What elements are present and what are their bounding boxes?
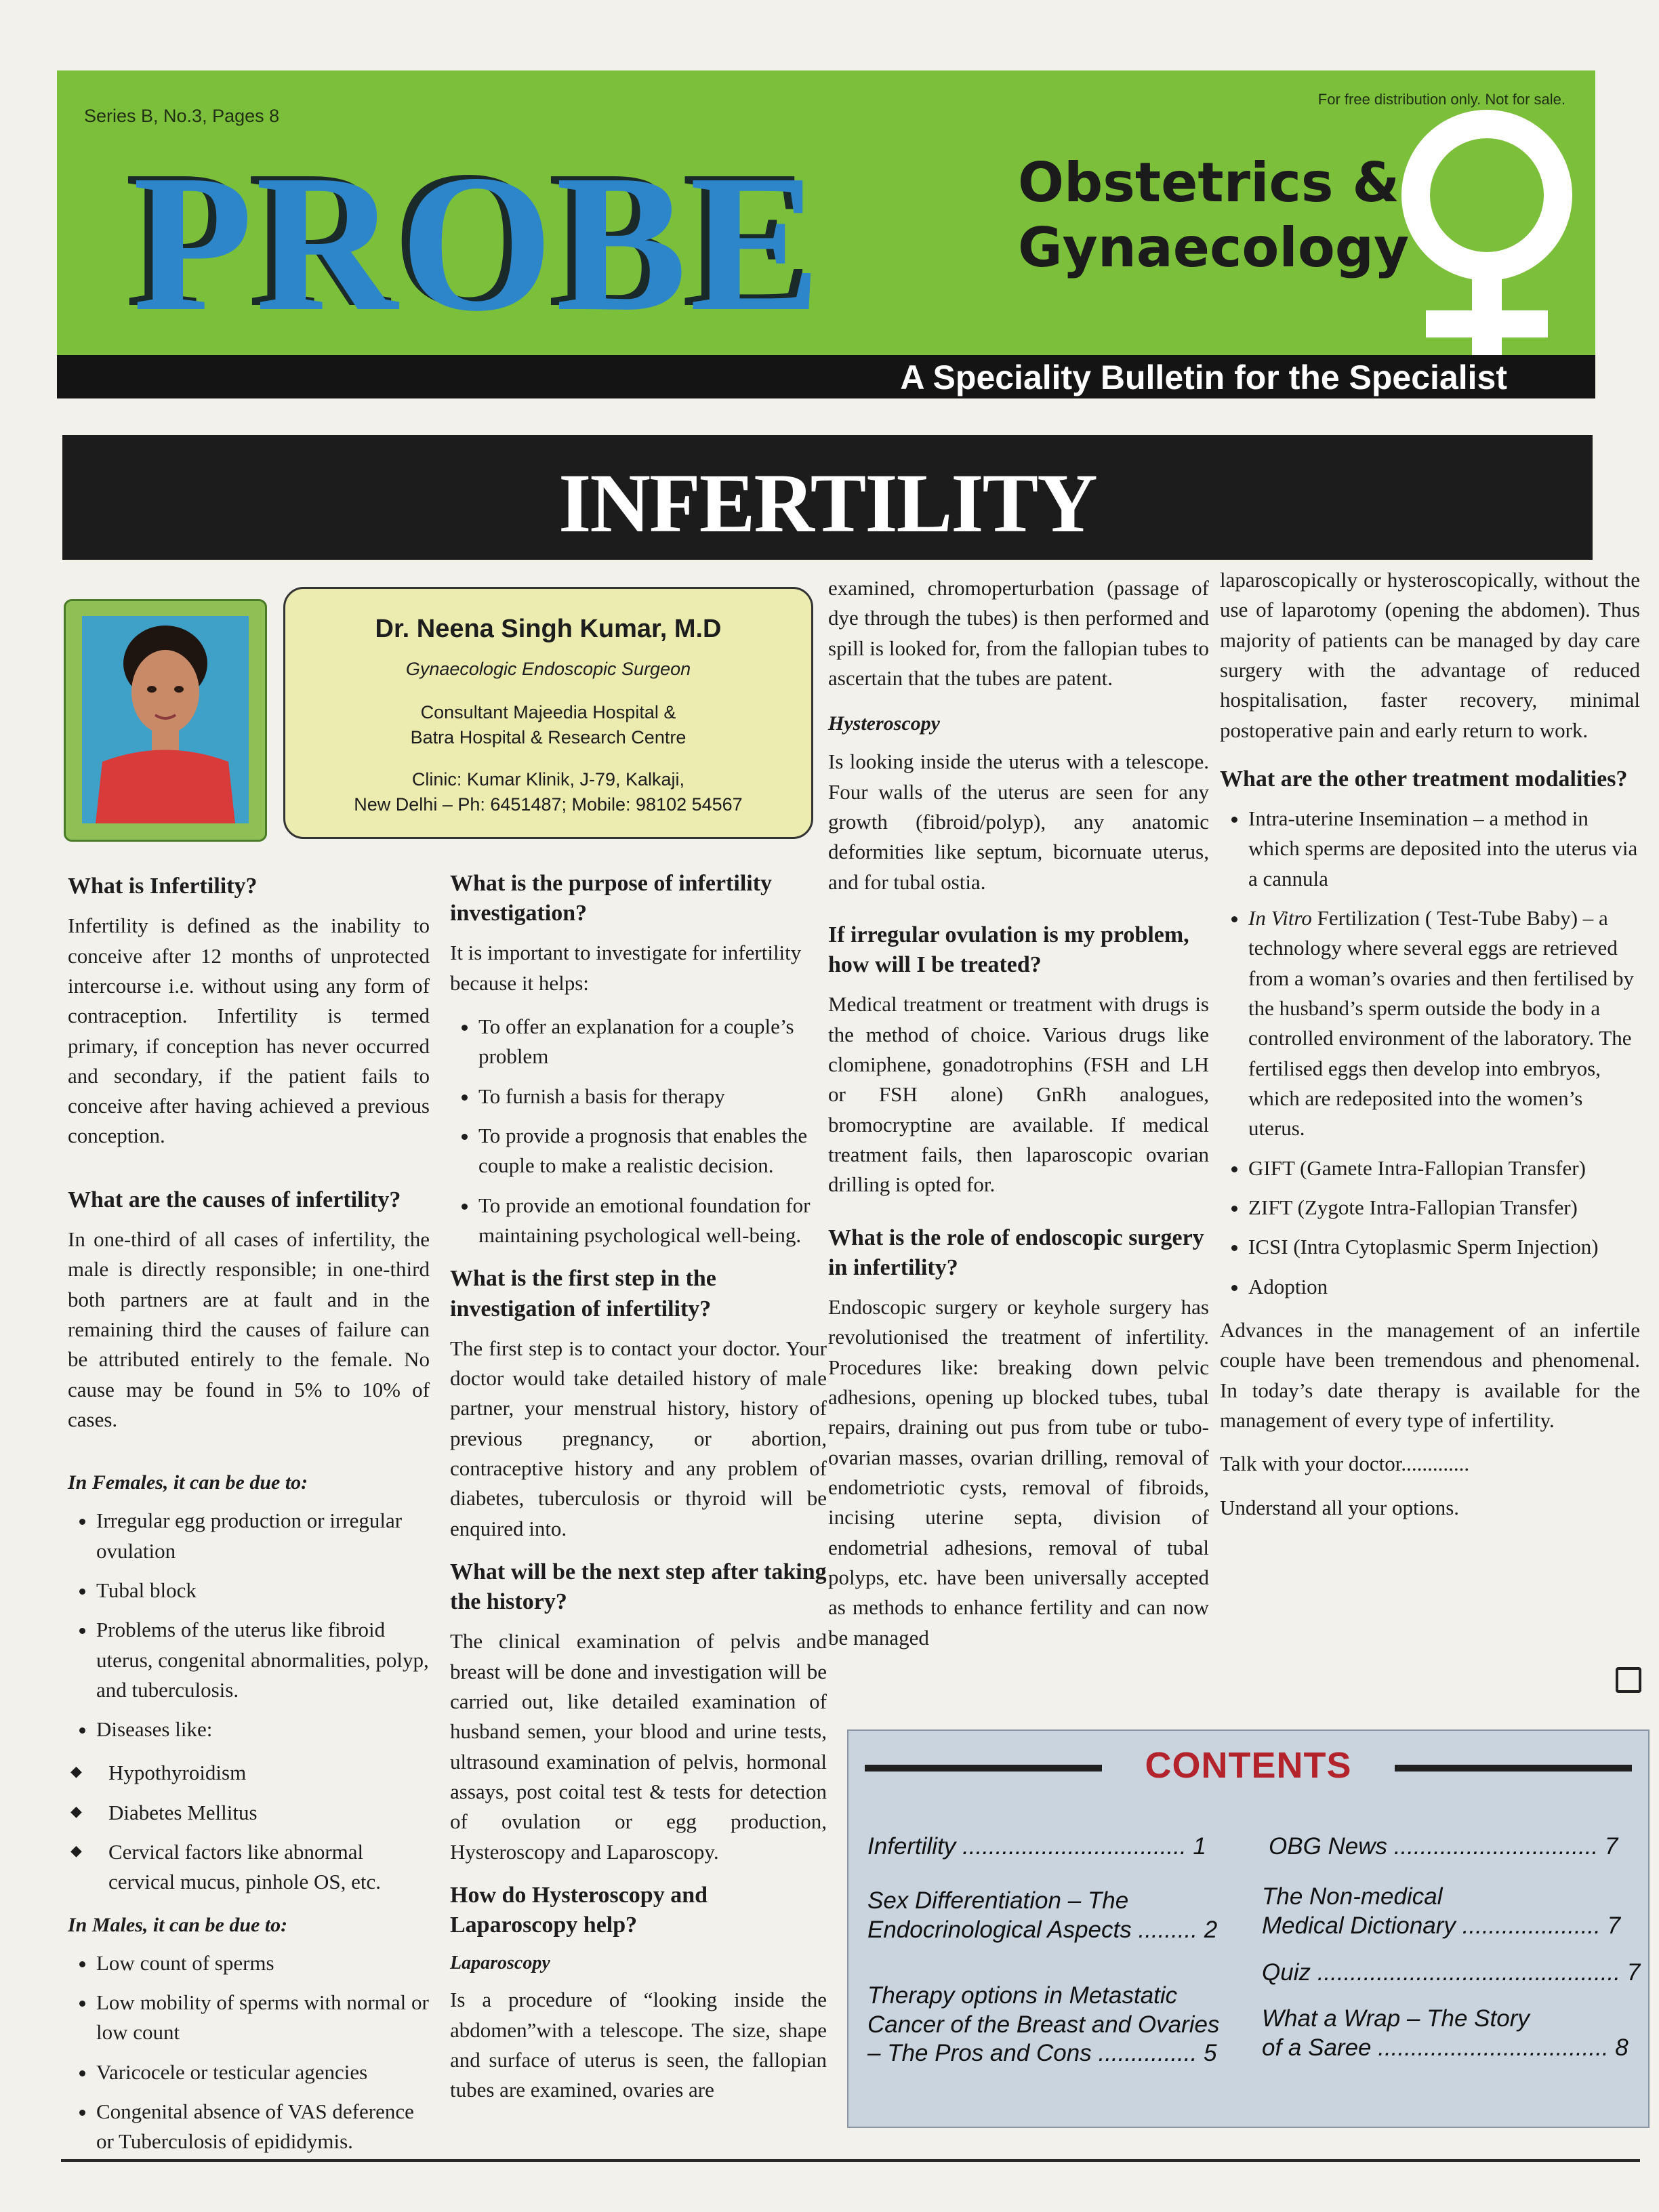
- author-clinic: [285, 767, 811, 817]
- heading-purpose: What is the purpose of infertility investigation?: [450, 871, 773, 926]
- list-item: [1248, 903, 1640, 1144]
- paragraph-causes: In one-third of all cases of infertility, the male is directly responsible; in one-third both partners are at fault and in the remaining third the causes of failure can be attributed entirely to the female. No cause may be found in 5% to 10% of cases.: [68, 1227, 430, 1431]
- list-item: • Low count of sperms: [96, 1948, 430, 1978]
- heading-endoscopic-surgery: What is the role of endoscopic surgery in infertility?: [828, 1225, 1204, 1280]
- author-role: Gynaecologic Endoscopic Surgeon: [405, 659, 691, 679]
- free-distribution-note: For free distribution only. Not for sale.: [1317, 91, 1565, 108]
- list-item: • To furnish a basis for therapy: [478, 1082, 827, 1111]
- ivf-italic: In Vitro: [1248, 906, 1312, 930]
- heading-first-step: What is the first step in the investigation of infertility?: [450, 1266, 716, 1322]
- treatment-list: [1220, 804, 1640, 1302]
- contents-entry-sex-differentiation[interactable]: [867, 1887, 1217, 1944]
- contents-entry-quiz[interactable]: Quiz .............................................. 7: [1262, 1959, 1641, 1986]
- paragraph-definition: Infertility is defined as the inability to conceive after 12 months of unprotected intercourse i.e. without using any form of contraception. Infertility is termed primary, if conception has never occurred and secondary, if the patient fails to conceive after having achieved a previous conception.: [68, 914, 430, 1148]
- female-causes-list: [68, 1506, 430, 1744]
- paragraph-laparoscopy: Is a procedure of “looking inside the abdomen”with a telescope. The size, shape and surface of uterus is seen, the fallopian tubes are examined, ovaries are: [450, 1988, 827, 2102]
- contents-entry-line: The Non-medical: [1262, 1883, 1443, 1910]
- contents-box: [847, 1729, 1650, 2128]
- contents-entry-infertility[interactable]: Infertility .................................. 1: [867, 1833, 1206, 1860]
- list-item: • To provide a prognosis that enables the couple to make a realistic decision.: [478, 1121, 827, 1181]
- heading-causes: What are the causes of infertility?: [68, 1187, 401, 1212]
- contents-entry-obg-news[interactable]: OBG News ............................... 7: [1269, 1833, 1618, 1860]
- list-item: • To provide an emotional foundation for maintaining psychological well-being.: [478, 1191, 827, 1251]
- contents-entry-line: Medical Dictionary ..................... 7: [1262, 1912, 1621, 1939]
- author-portrait-icon: [82, 616, 249, 823]
- laparoscopy-label: Laparoscopy: [450, 1952, 550, 1974]
- heading-hysteroscopy-laparoscopy: How do Hysteroscopy and Laparoscopy help?: [450, 1883, 708, 1938]
- list-item: • Congenital absence of VAS deference or Tuberculosis of epididymis.: [96, 2097, 430, 2157]
- author-photo: [64, 599, 267, 842]
- topic-title: INFERTILITY: [558, 457, 1097, 550]
- diseases-list: [68, 1758, 430, 1897]
- list-item: • Problems of the uterus like fibroid uterus, congenital abnormalities, polyp, and tuberculosis.: [96, 1615, 430, 1705]
- heading-next-step: What will be the next step after taking the history?: [450, 1559, 827, 1615]
- list-item: • Diseases like:: [96, 1715, 430, 1744]
- list-item: ◆ Cervical factors like abnormal cervical mucus, pinhole OS, etc.: [108, 1837, 430, 1898]
- masthead: [57, 70, 1595, 398]
- contents-title: CONTENTS: [1145, 1745, 1352, 1786]
- column-4: [1220, 565, 1640, 1536]
- list-item: • ICSI (Intra Cytoplasmic Sperm Injection): [1248, 1232, 1640, 1262]
- contents-entry-line: – The Pros and Cons ............... 5: [867, 2040, 1217, 2067]
- paragraph-endoscopic-surgery: Endoscopic surgery or keyhole surgery has revolutionised the treatment of infertility. Procedures like: breaking down pelvic adhesions, opening up blocked tubes, tubal repairs, draining out pus from tube or tubo-ovarian masses, ovarian drilling, removal of endometriotic cysts, removal of fibroids, incising uterine septa, division of endometrial adhesions, removal of tubal polyps, etc. have been universally accepted as methods to enhance fertility and can now be managed: [828, 1294, 1209, 1650]
- author-name: Dr. Neena Singh Kumar, M.D: [375, 615, 722, 643]
- paragraph-endoscopic-continued: laparoscopically or hysteroscopically, without the use of laparotomy (opening the abdomen). Thus majority of patients can be managed by day care surgery with the advantage of reduced hospitalisation, faster recovery, minimal postoperative pain and early return to work.: [1220, 568, 1640, 742]
- paragraph-advances: Advances in the management of an infertile couple have been tremendous and phenomenal. In today’s date therapy is available for the management of every type of infertility.: [1220, 1318, 1640, 1433]
- column-3: [828, 573, 1209, 1666]
- list-item: • Varicocele or testicular agencies: [96, 2057, 430, 2087]
- author-clinic-line-2: New Delhi – Ph: 6451487; Mobile: 98102 54567: [354, 794, 743, 815]
- contents-entry-line: of a Saree ................................... 8: [1262, 2034, 1629, 2061]
- list-item: • ZIFT (Zygote Intra-Fallopian Transfer): [1248, 1193, 1640, 1223]
- paragraph-irregular-ovulation: Medical treatment or treatment with drugs is the method of choice. Various drugs like clomiphene, gonadotrophins (FSH and LH or FSH alone) GnRh analogues, bromocryptine are available. If medical treatment fails, then laparoscopic ovarian drilling is opted for.: [828, 992, 1209, 1197]
- contents-entry-line: Therapy options in Metastatic: [867, 1982, 1178, 2009]
- paragraph-purpose: It is important to investigate for infertility because it helps:: [450, 941, 802, 995]
- list-item: • Intra-uterine Insemination – a method in which sperms are deposited into the uterus via a cannula: [1248, 804, 1640, 894]
- paragraph-hysteroscopy: Is looking inside the uterus with a telescope. Four walls of the uterus are seen for any growth (fibroid/polyp), any anatomic deformities like septum, bicornuate uterus, and for tubal ostia.: [828, 750, 1209, 894]
- contents-entry-saree[interactable]: [1262, 2005, 1629, 2062]
- topic-banner: [62, 435, 1593, 560]
- list-item: • Tubal block: [96, 1576, 430, 1605]
- heading-irregular-ovulation: If irregular ovulation is my problem, how will I be treated?: [828, 922, 1189, 978]
- author-hospital-line-1: Consultant Majeedia Hospital &: [420, 702, 676, 722]
- hysteroscopy-label: Hysteroscopy: [828, 712, 940, 735]
- author-hospital-line-2: Batra Hospital & Research Centre: [410, 726, 687, 747]
- subject-line-2: Gynaecology: [1018, 216, 1410, 279]
- contents-entry-medical-dictionary[interactable]: [1262, 1883, 1620, 1940]
- contents-entry-line: What a Wrap – The Story: [1262, 2005, 1530, 2032]
- list-item: • Irregular egg production or irregular ovulation: [96, 1506, 430, 1566]
- contents-entry-line: Cancer of the Breast and Ovaries: [867, 2011, 1220, 2038]
- heading-other-treatments: What are the other treatment modalities?: [1220, 766, 1628, 792]
- paragraph-talk: Talk with your doctor.............: [1220, 1452, 1470, 1476]
- probe-logo: PROBE: [133, 134, 823, 352]
- list-item: ◆ Hypothyroidism: [108, 1758, 430, 1788]
- contents-entry-line: Sex Differentiation – The: [867, 1887, 1129, 1914]
- column-1: [68, 872, 430, 2171]
- author-card: [283, 587, 813, 839]
- contents-entry-line: Endocrinological Aspects ......... 2: [867, 1916, 1218, 1943]
- bottom-rule: [61, 2159, 1640, 2162]
- contents-entry-therapy-options[interactable]: [867, 1982, 1219, 2068]
- ivf-text: Fertilization ( Test-Tube Baby) – a technology where several eggs are retrieved from a woman’s ovaries and then fertilised by the husband’s sperm outside the body in a controlled environment of the laboratory. The fertilised eggs then develop into embryos, which are redeposited into the women’s uterus.: [1248, 906, 1635, 1141]
- end-mark-icon: [1616, 1667, 1641, 1693]
- list-item: ◆ Diabetes Mellitus: [108, 1798, 430, 1828]
- venus-symbol-icon: [1385, 107, 1589, 392]
- paragraph-next-step: The clinical examination of pelvis and breast will be done and investigation will be carried out, like detailed examination of husband semen, your blood and urine tests, ultrasound examination of pelvis, hormonal assays, post coital test & tests for detection of ovulation or egg production, Hysteroscopy and Laparoscopy.: [450, 1629, 827, 1864]
- list-item: • Low mobility of sperms with normal or low count: [96, 1988, 430, 2048]
- list-item: • To offer an explanation for a couple’s problem: [478, 1012, 827, 1072]
- subject-line-1: Obstetrics &: [1018, 151, 1400, 214]
- subject-title: [1018, 150, 1409, 281]
- paragraph-laparoscopy-continued: examined, chromoperturbation (passage of dye through the tubes) is then performed and spill is looked for, from the fallopian tubes to ascertain that the tubes are patent.: [828, 576, 1209, 690]
- paragraph-first-step: The first step is to contact your doctor. Your doctor would take detailed history of male partner, your menstrual history, history of previous pregnancy, or abortion, contraceptive history and any problem of diabetes, tuberculosis or thyroid will be enquired into.: [450, 1336, 827, 1540]
- male-causes-list: [68, 1948, 430, 2157]
- paragraph-understand: Understand all your options.: [1220, 1495, 1460, 1519]
- column-2: [450, 869, 827, 2119]
- males-label: In Males, it can be due to:: [68, 1913, 288, 1936]
- purpose-list: [450, 1012, 827, 1250]
- heading-what-is-infertility: What is Infertility?: [68, 874, 258, 899]
- tagline: A Speciality Bulletin for the Specialist: [900, 359, 1507, 396]
- females-label: In Females, it can be due to:: [68, 1471, 308, 1494]
- series-info: Series B, No.3, Pages 8: [84, 106, 280, 126]
- author-clinic-line-1: Clinic: Kumar Klinik, J-79, Kalkaji,: [411, 769, 685, 790]
- tagline-bar: [57, 355, 1595, 398]
- list-item: • Adoption: [1248, 1272, 1640, 1302]
- author-hospital: [285, 700, 811, 750]
- list-item: • GIFT (Gamete Intra-Fallopian Transfer): [1248, 1153, 1640, 1183]
